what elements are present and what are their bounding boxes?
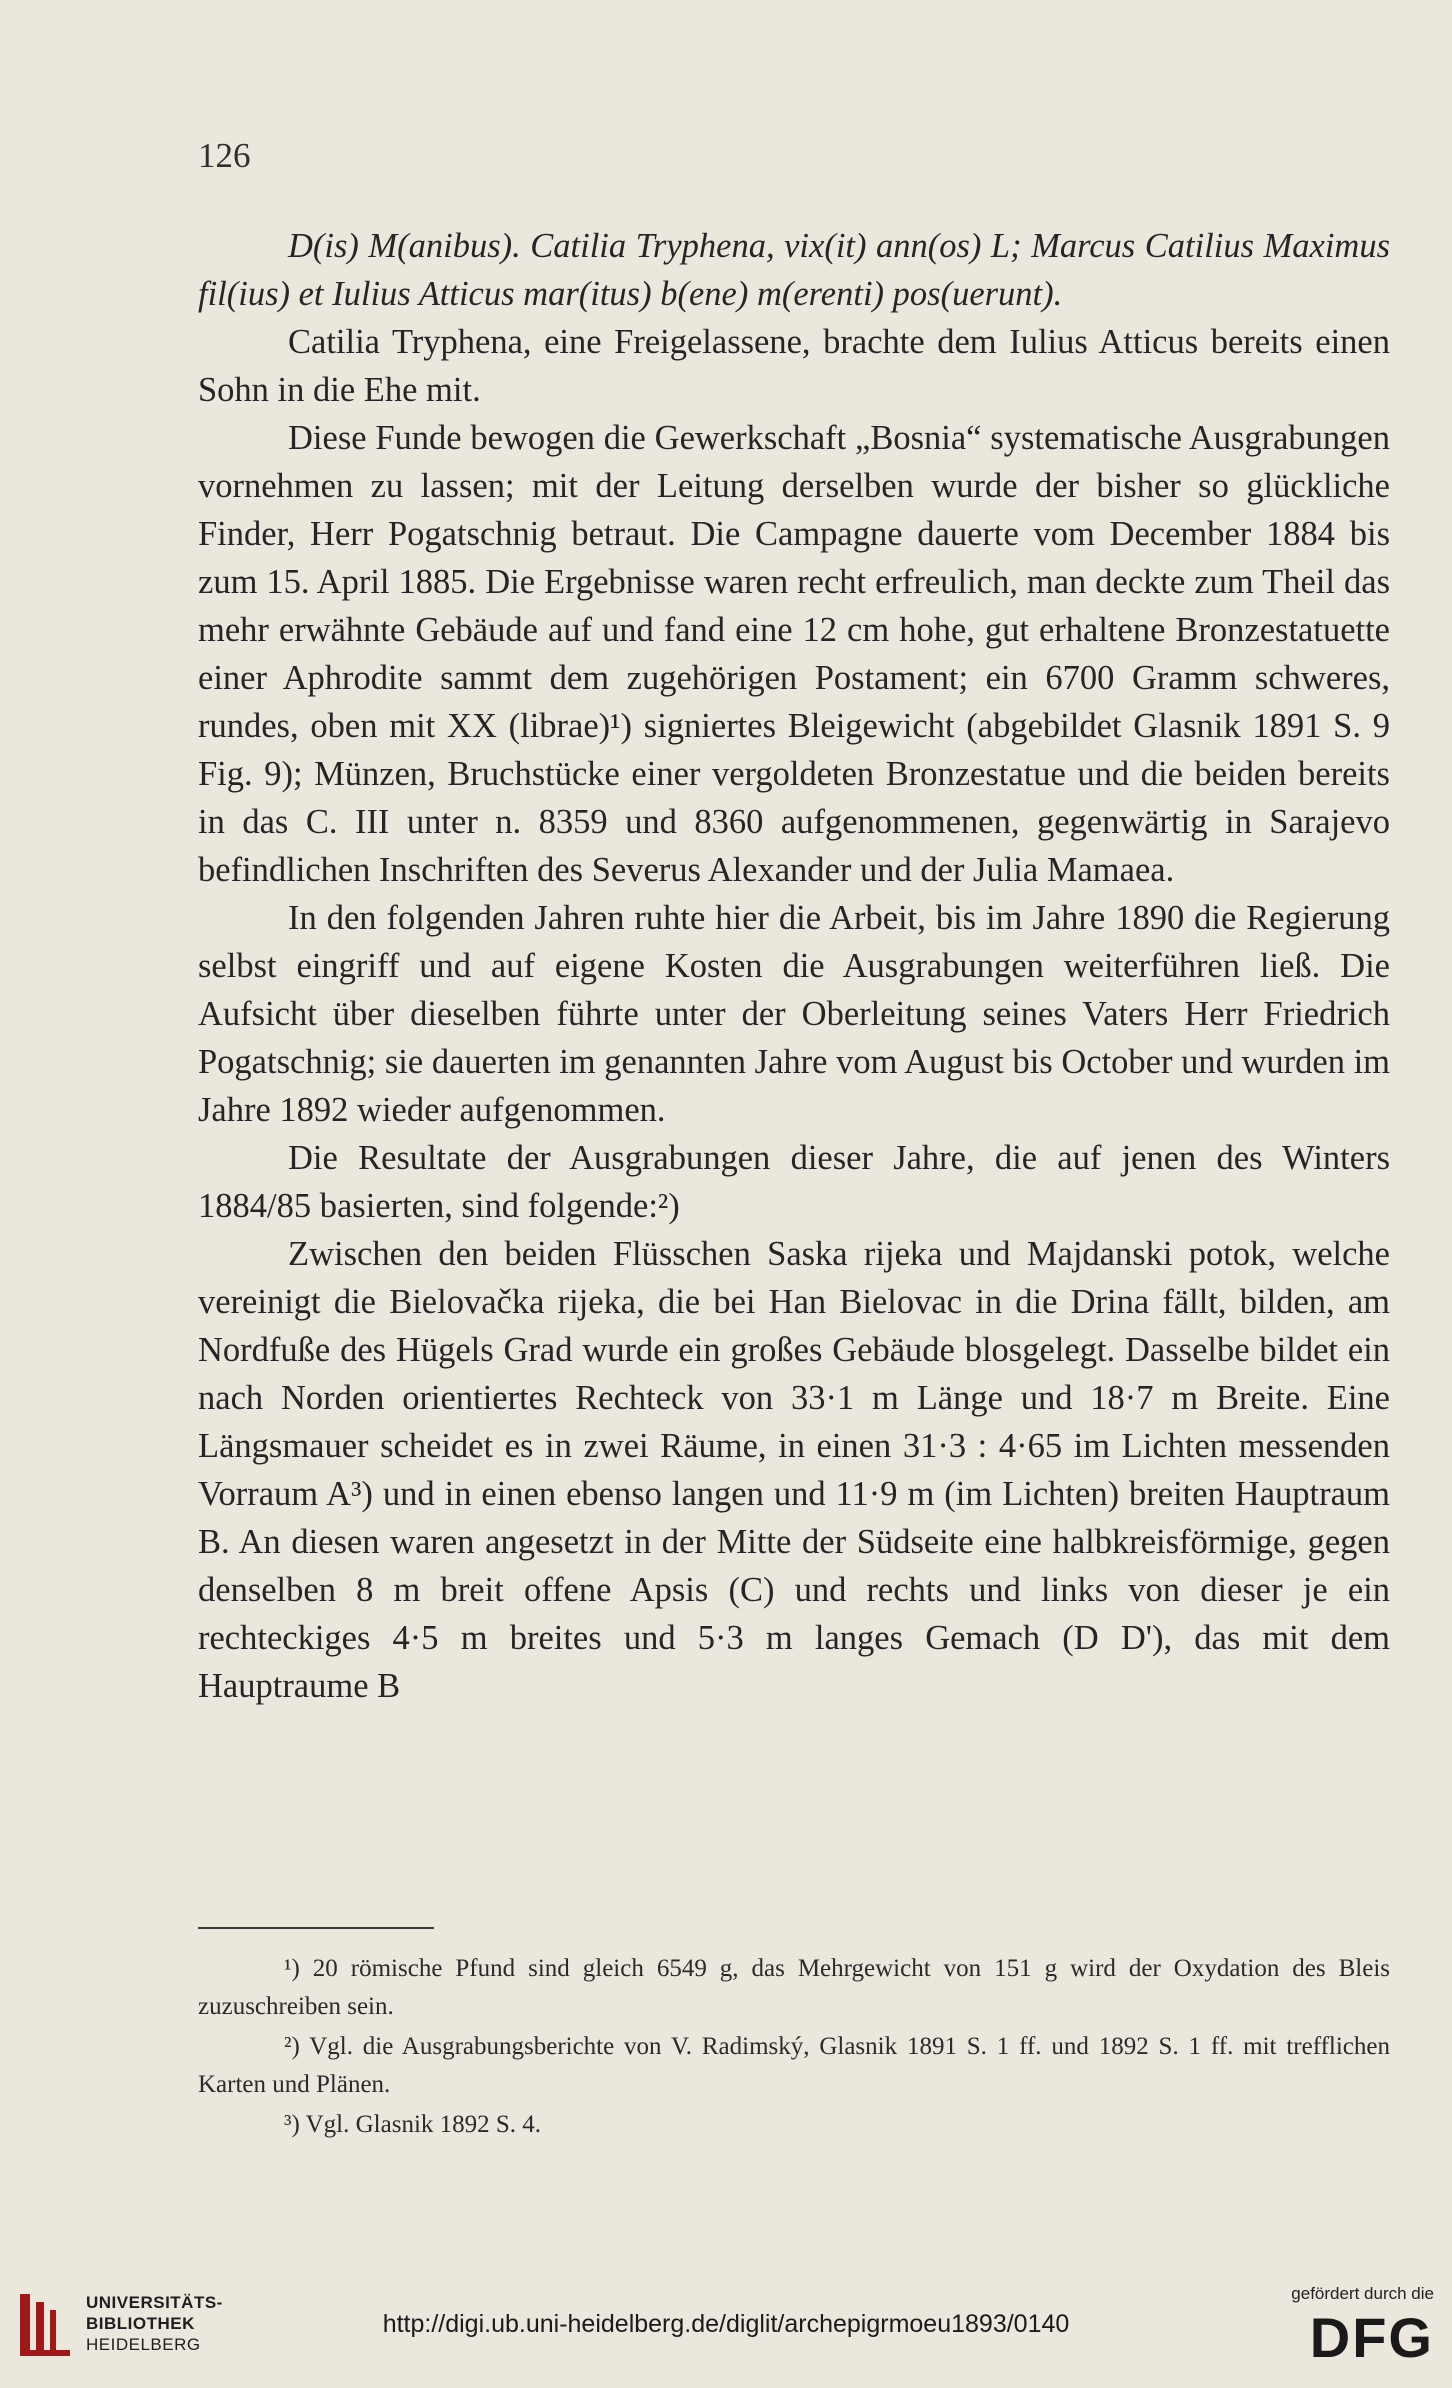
paragraph: In den folgenden Jahren ruhte hier die Arbeit, bis im Jahre 1890 die Regierung selbst eingriff und auf eigene Kosten die Ausgrabungen weiterführen ließ. Die Aufsicht über dieselben führte unter der Oberleitung seines Vaters Herr Friedrich Pogatschnig; sie dauerten im genannten Jahre vom August bis October und wurden im Jahre 1892 wieder aufgenommen. — [198, 899, 1390, 1129]
footnote: ³) Vgl. Glasnik 1892 S. 4. — [284, 2111, 542, 2138]
footnote: ¹) 20 römische Pfund sind gleich 6549 g, das Mehrgewicht von 151 g wird der Oxydation des Bleis zuzuschreiben sein. — [198, 1955, 1390, 2020]
body-text — [198, 222, 1390, 1710]
digitization-footer — [0, 2270, 1452, 2388]
paragraph: Zwischen den beiden Flüsschen Saska rijeka und Majdanski potok, welche vereinigt die Bielovačka rijeka, die bei Han Bielovac in die Drina fällt, bilden, am Nordfuße des Hügels Grad wurde ein großes Gebäude blosgelegt. Dasselbe bildet ein nach Norden orientiertes Rechteck von 33·1 m Länge und 18·7 m Breite. Eine Längsmauer scheidet es in zwei Räume, in einen 31·3 : 4·65 im Lichten messenden Vorraum A³) und in einen ebenso langen und 11·9 m (im Lichten) breiten Hauptraum B. An diesen waren angesetzt in der Mitte der Südseite eine halbkreisförmige, gegen denselben 8 m breit offene Apsis (C) und rechts und links von dieser je ein rechteckiges 4·5 m breites und 5·3 m langes Gemach (D D'), das mit dem Hauptraume B — [198, 1235, 1390, 1705]
page-number: 126 — [198, 136, 251, 175]
funded-by-label: gefördert durch die — [1291, 2284, 1434, 2303]
library-name-line: HEIDELBERG — [86, 2335, 201, 2354]
footnote-divider — [198, 1927, 434, 1929]
paragraph: Catilia Tryphena, eine Freigelassene, brachte dem Iulius Atticus bereits einen Sohn in die Ehe mit. — [198, 323, 1390, 409]
paragraph: Die Resultate der Ausgrabungen dieser Jahre, die auf jenen des Winters 1884/85 basierten, sind folgende:²) — [198, 1139, 1390, 1225]
paragraph: Diese Funde bewogen die Gewerkschaft „Bosnia“ systematische Ausgrabungen vornehmen zu lassen; mit der Leitung derselben wurde der bisher so glückliche Finder, Herr Pogatschnig betraut. Die Campagne dauerte vom December 1884 bis zum 15. April 1885. Die Ergebnisse waren recht erfreulich, man deckte zum Theil das mehr erwähnte Gebäude auf und fand eine 12 cm hohe, gut erhaltene Bronzestatuette einer Aphrodite sammt dem zugehörigen Postament; ein 6700 Gramm schweres, rundes, oben mit XX (librae)¹) signiertes Bleigewicht (abgebildet Glasnik 1891 S. 9 Fig. 9); Münzen, Bruchstücke einer vergoldeten Bronzestatue und die beiden bereits in das C. III unter n. 8359 und 8360 aufgenommenen, gegenwärtig in Sarajevo befindlichen Inschriften des Severus Alexander und der Julia Mamaea. — [198, 419, 1390, 889]
library-name-line: UNIVERSITÄTS- — [86, 2293, 223, 2312]
library-name-line: BIBLIOTHEK — [86, 2314, 195, 2333]
permalink-url[interactable]: http://digi.ub.uni-heidelberg.de/diglit/archepigrmoeu1893/0140 — [382, 2310, 1070, 2338]
inscription-paragraph: D(is) M(anibus). Catilia Tryphena, vix(it) ann(os) L; Marcus Catilius Maximus fil(ius) et Iulius Atticus mar(itus) b(ene) m(erenti) pos(uerunt). — [198, 227, 1390, 313]
footnote: ²) Vgl. die Ausgrabungsberichte von V. Radimský, Glasnik 1891 S. 1 ff. und 1892 S. 1 ff. mit trefflichen Karten und Plänen. — [198, 2033, 1390, 2098]
footnotes — [198, 1950, 1390, 2146]
dfg-logo: DFG — [1309, 2306, 1434, 2369]
